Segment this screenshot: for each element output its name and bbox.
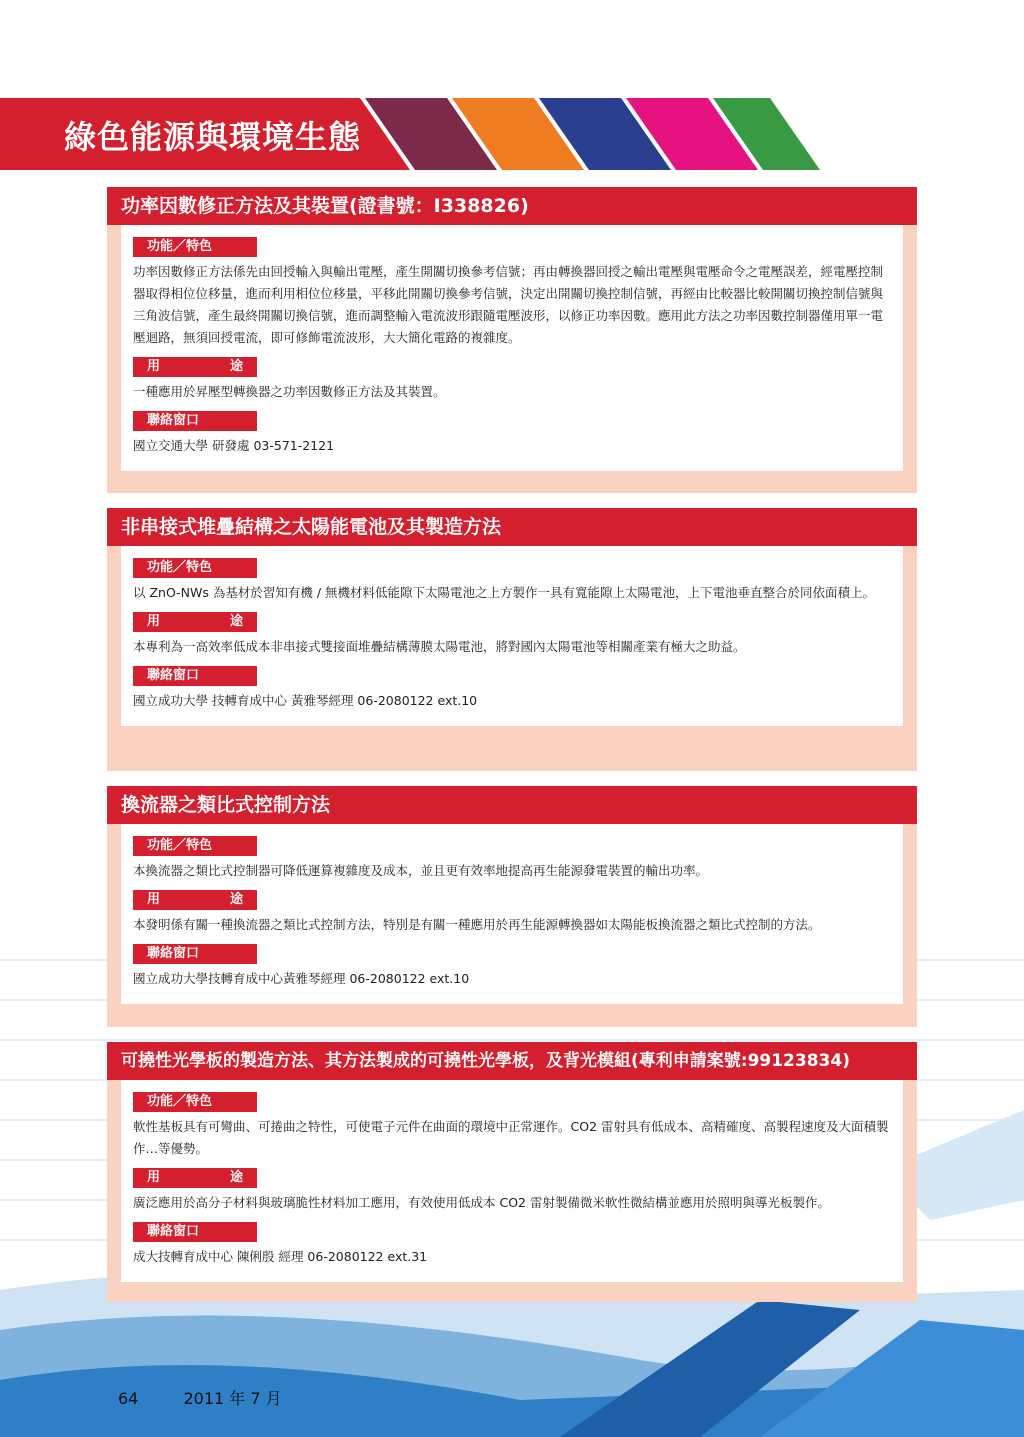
patent-card xyxy=(107,187,917,493)
patent-title: 可撓性光學板的製造方法、其方法製成的可撓性光學板，及背光模組(專利申請案號:99123834) xyxy=(107,1042,917,1080)
contact-label: 聯絡窗口 xyxy=(133,666,257,686)
usage-label-left: 用 xyxy=(147,1170,161,1185)
features-text: 以 ZnO-NWs 為基材於習知有機 / 無機材料低能隙下太陽電池之上方製作一具有寬能隙上太陽電池，上下電池垂直整合於同依面積上。 xyxy=(133,585,876,600)
usage-label-right: 途 xyxy=(229,1170,243,1185)
contact-label: 聯絡窗口 xyxy=(133,944,257,964)
patent-card xyxy=(107,786,917,1027)
usage-label xyxy=(133,1168,257,1188)
patent-title: 換流器之類比式控制方法 xyxy=(107,786,917,824)
features-label: 功能／特色 xyxy=(133,237,257,257)
contact-text: 國立成功大學技轉育成中心黃雅琴經理 06-2080122 ext.10 xyxy=(133,971,470,986)
usage-label xyxy=(133,890,257,910)
features-text: 軟性基板具有可彎曲、可捲曲之特性，可使電子元件在曲面的環境中正常運作。CO2 雷射具有低成本、高精確度、高製程速度及大面積製作…等優勢。 xyxy=(133,1119,889,1156)
features-text: 本換流器之類比式控制器可降低運算複雜度及成本，並且更有效率地提高再生能源發電裝置的輸出功率。 xyxy=(133,863,709,878)
issue-date: 2011 年 7 月 xyxy=(183,1389,282,1408)
features-label: 功能／特色 xyxy=(133,836,257,856)
usage-label-left: 用 xyxy=(147,892,161,907)
contact-label: 聯絡窗口 xyxy=(133,1222,257,1242)
patent-title: 非串接式堆疊結構之太陽能電池及其製造方法 xyxy=(107,508,917,546)
usage-label-left: 用 xyxy=(147,359,161,374)
patent-body xyxy=(121,824,903,1004)
patent-card xyxy=(107,1042,917,1302)
usage-label-right: 途 xyxy=(229,892,243,907)
contact-label: 聯絡窗口 xyxy=(133,411,257,431)
contact-text: 國立交通大學 研發處 03-571-2121 xyxy=(133,438,335,453)
features-label: 功能／特色 xyxy=(133,558,257,578)
features-text: 功率因數修正方法係先由回授輸入與輸出電壓，產生開關切換參考信號；再由轉換器回授之輸出電壓與電壓命令之電壓誤差，經電壓控制器取得相位位移量，進而利用相位位移量，平移此開關切換參考信號，決定出開關切換控制信號，再經由比較器比較開關切換控制信號與三角波信號，產生最終開關切換信號，進而調整輸入電流波形跟隨電壓波形，以修正功率因數。應用此方法之功率因數控制器僅用單一電壓迴路，無須回授電流，即可修飾電流波形，大大簡化電路的複雜度。 xyxy=(133,264,884,345)
features-label: 功能／特色 xyxy=(133,1092,257,1112)
usage-label-left: 用 xyxy=(147,614,161,629)
page-footer xyxy=(118,1386,322,1409)
usage-label xyxy=(133,357,257,377)
patent-body xyxy=(121,1080,903,1282)
contact-text: 成大技轉育成中心 陳俐殷 經理 06-2080122 ext.31 xyxy=(133,1249,428,1264)
patent-card xyxy=(107,508,917,771)
usage-text: 一種應用於昇壓型轉換器之功率因數修正方法及其裝置。 xyxy=(133,384,446,399)
usage-label-right: 途 xyxy=(229,359,243,374)
contact-text: 國立成功大學 技轉育成中心 黃雅琴經理 06-2080122 ext.10 xyxy=(133,693,478,708)
patent-body xyxy=(121,546,903,726)
usage-text: 廣泛應用於高分子材料與玻璃脆性材料加工應用，有效使用低成本 CO2 雷射製備微米軟性微結構並應用於照明與導光板製作。 xyxy=(133,1195,830,1210)
patent-body xyxy=(121,225,903,471)
usage-text: 本發明係有關一種換流器之類比式控制方法，特別是有關一種應用於再生能源轉換器如太陽能板換流器之類比式控制的方法。 xyxy=(133,917,821,932)
section-title: 綠色能源與環境生態 xyxy=(64,118,362,156)
patent-title: 功率因數修正方法及其裝置(證書號：I338826) xyxy=(107,187,917,225)
usage-label-right: 途 xyxy=(229,614,243,629)
page-number: 64 xyxy=(118,1389,139,1408)
usage-text: 本專利為一高效率低成本非串接式雙接面堆疊結構薄膜太陽電池，將對國內太陽電池等相關產業有極大之助益。 xyxy=(133,639,746,654)
usage-label xyxy=(133,612,257,632)
